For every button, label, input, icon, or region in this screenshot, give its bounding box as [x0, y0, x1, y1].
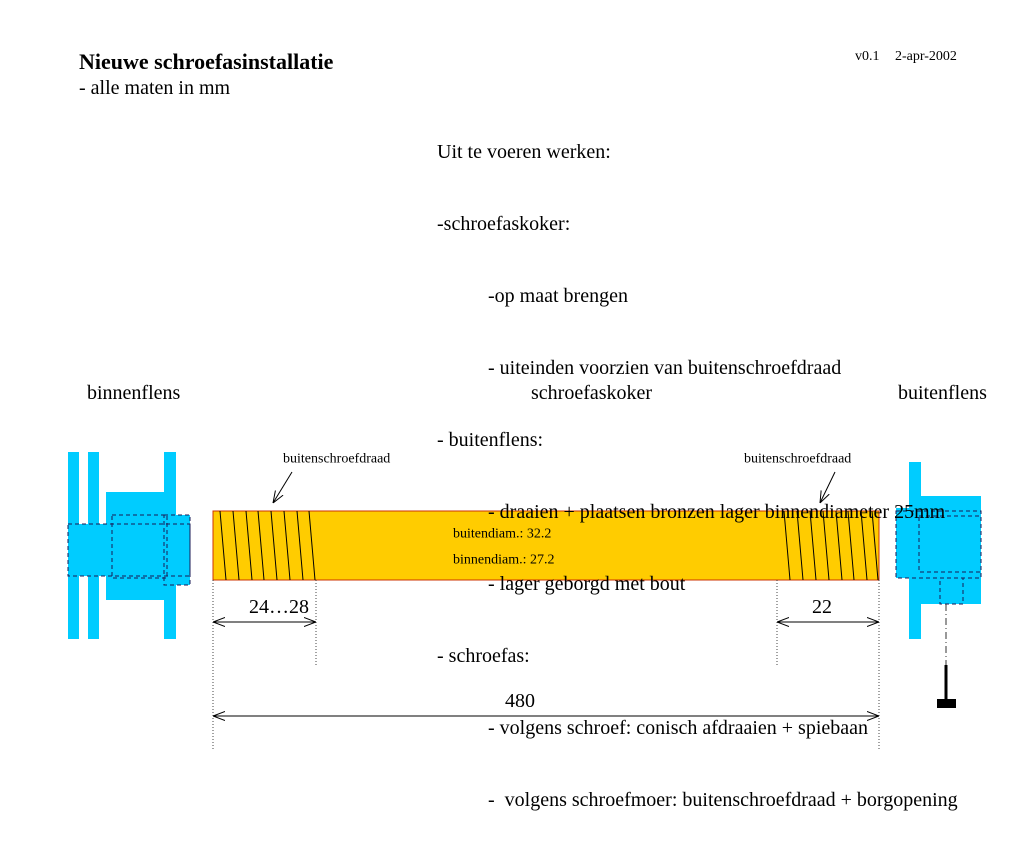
inner-flange-label: binnenflens [87, 382, 181, 404]
tube-label: schroefaskoker [531, 382, 653, 404]
work-item: - volgens schroefmoer: buitenschroefdraad + borgopening [488, 789, 958, 811]
work-list [437, 92, 958, 860]
left-thread-dimension-value: 24…28 [249, 596, 309, 618]
total-length-dimension-value: 480 [505, 690, 535, 712]
inner-flange-plate [164, 452, 176, 639]
work-section-heading: - buitenflens: [437, 429, 544, 451]
date-label: 2-apr-2002 [895, 49, 957, 64]
right-thread-dimension-value: 22 [812, 596, 832, 618]
inner-flange-stub [176, 515, 190, 585]
work-item: - uiteinden voorzien van buitenschroefdraad [488, 357, 842, 379]
work-list-heading: Uit te voeren werken: [437, 141, 611, 163]
units-note: - alle maten in mm [79, 77, 231, 99]
left-thread-leader-arrow [273, 472, 292, 503]
right-thread-callout-label: buitenschroefdraad [744, 451, 852, 467]
work-item: - volgens schroef: conisch afdraaien + spiebaan [488, 717, 869, 739]
work-item: - draaien + plaatsen bronzen lager binnendiameter 25mm [488, 501, 946, 523]
outer-flange-label: buitenflens [898, 382, 987, 404]
work-item: - lager geborgd met bout [488, 573, 686, 595]
inner-flange-hub [106, 492, 164, 600]
work-item: -op maat brengen [488, 285, 628, 307]
version-label: v0.1 [855, 49, 880, 64]
inner-flange-drawing [68, 452, 190, 639]
inner-diameter-label: binnendiam.: 27.2 [453, 552, 555, 568]
work-section-heading: -schroefaskoker: [437, 213, 571, 235]
outer-diameter-label: buitendiam.: 32.2 [453, 526, 552, 542]
work-section-heading: - schroefas: [437, 645, 530, 667]
left-thread-callout-label: buitenschroefdraad [283, 451, 391, 467]
inner-flange-bridge [68, 524, 113, 576]
page-title: Nieuwe schroefasinstallatie [79, 49, 334, 74]
